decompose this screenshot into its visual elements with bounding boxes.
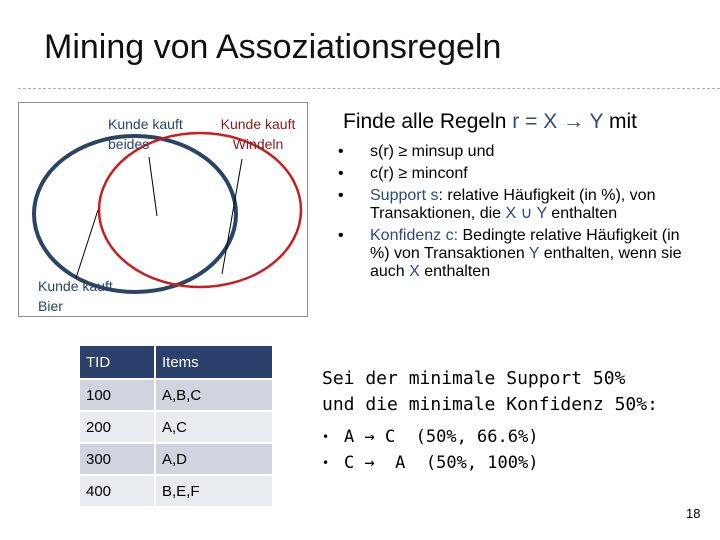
confidence-definition: Bedingte relative Häufigkeit (in %) von Transaktionen [370,227,680,262]
pointer-line-beer [76,210,98,278]
table-row [80,475,272,506]
confidence-definition-end: enthalten [419,263,491,280]
rules-heading-formula: r = X → Y [512,110,604,133]
confidence-term: Konfidenz c: [370,227,459,244]
table-cell-items: A,B,C [155,379,272,411]
min-support-line-1: Sei der minimale Support 50% [322,368,626,389]
table-cell-items: A,C [155,411,272,443]
bullet-icon: • [322,456,330,470]
table-cell-tid: 400 [80,475,155,506]
rules-list [338,143,698,285]
pointer-line-both [149,157,157,216]
list-item [338,165,698,183]
table-row [80,411,272,443]
title-divider [18,88,720,89]
bullet-icon: • [322,430,330,444]
bullet-icon: • [338,227,344,244]
example-rule: C → A (50%, 100%) [344,453,539,473]
table-cell-tid: 200 [80,411,155,443]
bullet-icon: • [338,143,344,160]
confidence-definition-mid: enthalten, wenn sie auch [370,245,682,280]
page-number: 18 [686,506,701,521]
rule-text: s(r) ≥ minsup und [370,143,495,160]
venn-label-beer [38,276,128,316]
support-term: Support s [370,187,439,204]
venn-label-diapers [212,114,304,154]
confidence-variable-y: Y [528,245,540,262]
list-item [322,450,538,476]
support-variable: X ∪ Y [505,205,547,222]
venn-label-both-text: Kunde kauft beides [108,116,183,152]
table-cell-items: B,E,F [155,475,272,506]
min-support-line-2: und die minimale Konfidenz 50%: [322,394,658,415]
venn-label-diapers-text: Kunde kauft Windeln [220,116,296,152]
rule-text: c(r) ≥ minconf [370,165,468,182]
confidence-variable-x: X [409,263,420,280]
transactions-table [80,346,272,506]
support-definition-end: enthalten [546,205,618,222]
venn-label-both [108,114,200,154]
support-definition: : relative Häufigkeit (in %), von Transaktionen, die [370,187,656,222]
list-item [338,143,698,161]
example-rules-list [322,424,538,476]
bullet-icon: • [338,165,344,182]
list-item [338,227,698,281]
list-item [338,187,698,223]
rules-heading-prefix: Finde alle Regeln [343,110,507,133]
table-cell-tid: 100 [80,379,155,411]
slide-title: Mining von Assoziationsregeln [44,28,502,66]
table-row [80,443,272,475]
min-support-statement [322,366,658,418]
example-rule: A → C (50%, 66.6%) [344,427,539,447]
venn-label-beer-text: Kunde kauft Bier [38,278,113,314]
table-header-items: Items [155,346,272,379]
rules-heading-suffix: mit [608,110,637,133]
table-header-tid: TID [80,346,155,379]
table-row [80,379,272,411]
table-header-row [80,346,272,379]
table-cell-items: A,D [155,443,272,475]
rules-heading [343,110,637,134]
list-item [322,424,538,450]
bullet-icon: • [338,187,344,204]
table-cell-tid: 300 [80,443,155,475]
